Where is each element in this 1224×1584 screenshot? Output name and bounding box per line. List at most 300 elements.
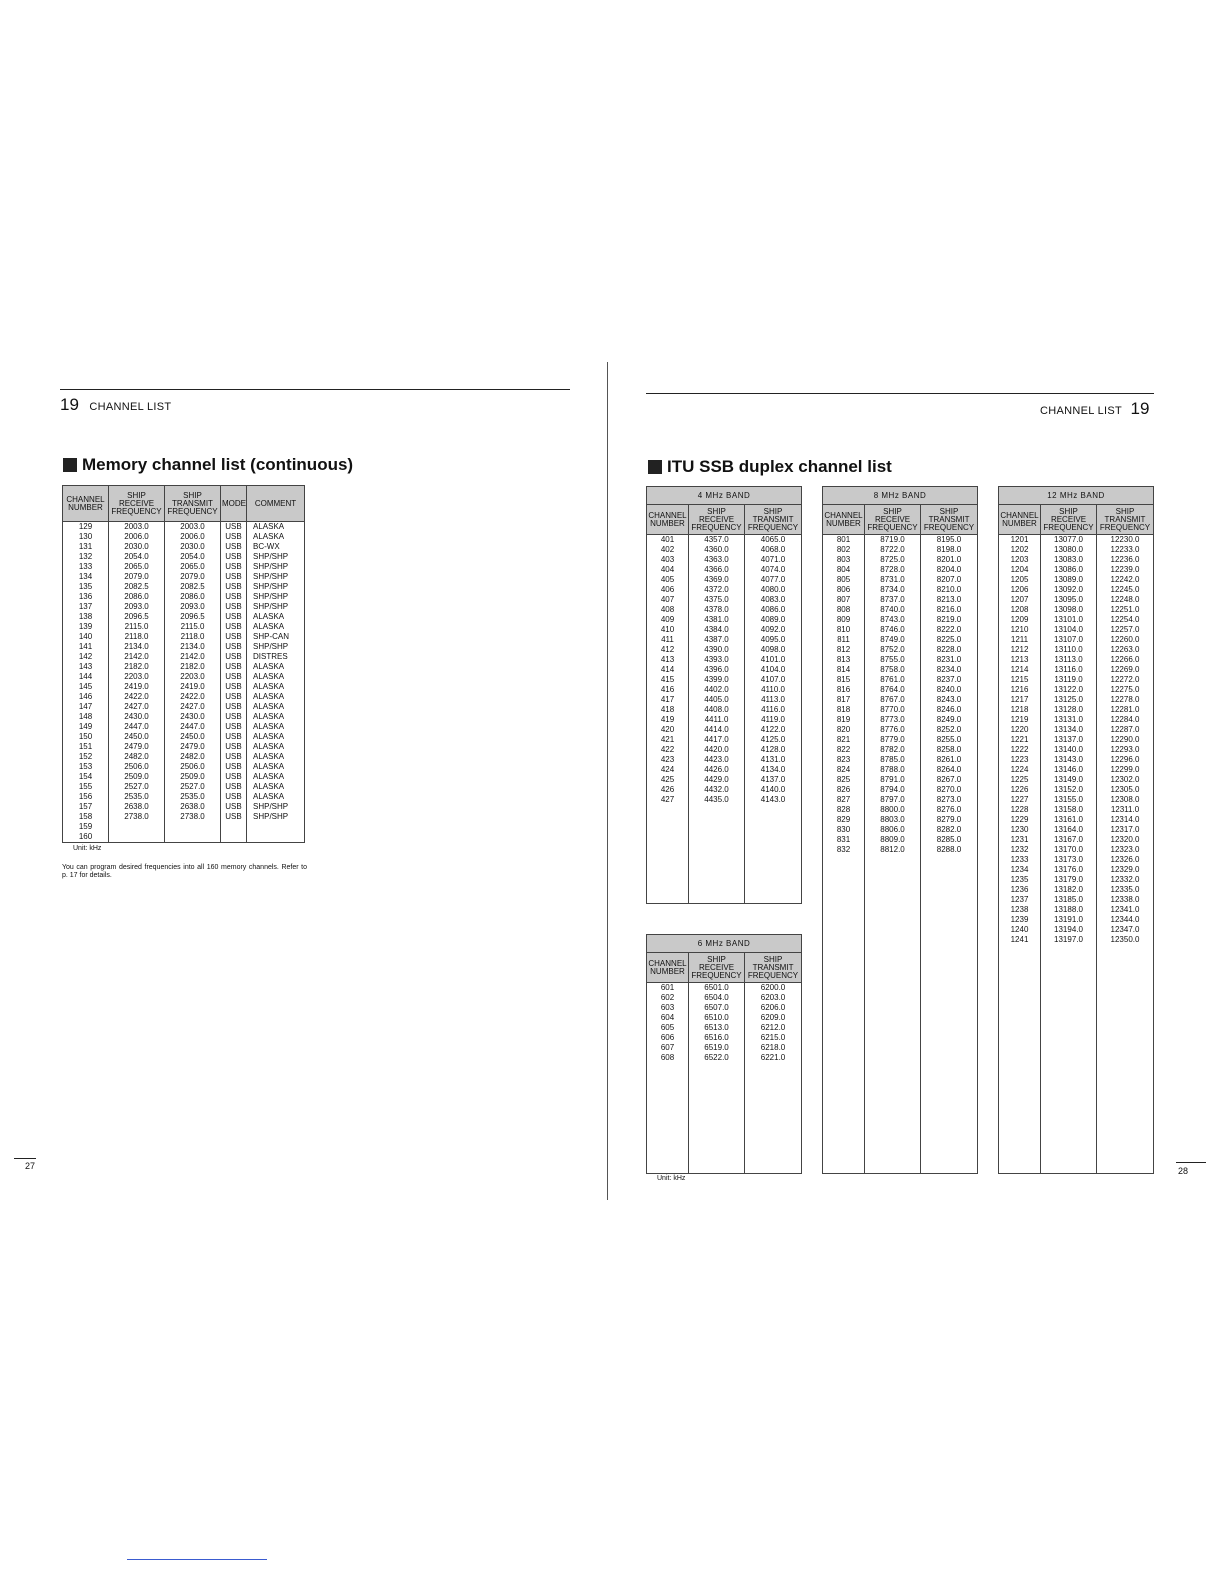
table-cell: 12335.0 <box>1097 885 1154 895</box>
table-cell: 4131.0 <box>745 755 802 765</box>
table-cell: 8764.0 <box>865 685 921 695</box>
table-cell: 1222 <box>999 745 1041 755</box>
table-cell: 422 <box>647 745 689 755</box>
table-cell: 4104.0 <box>745 665 802 675</box>
table-cell: 12233.0 <box>1097 545 1154 555</box>
table-cell: 8731.0 <box>865 575 921 585</box>
table-row <box>63 722 305 732</box>
table-cell: 1223 <box>999 755 1041 765</box>
table-cell-empty <box>689 805 745 904</box>
table-cell: 8794.0 <box>865 785 921 795</box>
table-cell: 4083.0 <box>745 595 802 605</box>
table-cell: 1204 <box>999 565 1041 575</box>
table-cell: 2093.0 <box>165 602 221 612</box>
table-cell: 2096.5 <box>109 612 165 622</box>
table-cell: SHP/SHP <box>247 572 305 582</box>
table-cell: 4360.0 <box>689 545 745 555</box>
table-row <box>823 535 978 546</box>
right-header <box>1040 399 1149 419</box>
table-row <box>647 615 802 625</box>
table-cell: SHP/SHP <box>247 582 305 592</box>
table-cell: 1214 <box>999 665 1041 675</box>
table-cell: 1211 <box>999 635 1041 645</box>
table-cell: 827 <box>823 795 865 805</box>
table-cell: 604 <box>647 1013 689 1023</box>
table-row <box>999 725 1154 735</box>
left-unit-label: Unit: kHz <box>73 845 102 852</box>
table-row <box>823 655 978 665</box>
table-cell: 8809.0 <box>865 835 921 845</box>
col-header: SHIP TRANSMIT FREQUENCY <box>921 505 978 535</box>
table-row <box>999 575 1154 585</box>
table-row <box>63 742 305 752</box>
table-cell: 6522.0 <box>689 1053 745 1063</box>
memory-channel-table <box>62 485 305 843</box>
table-cell: 8261.0 <box>921 755 978 765</box>
table-cell: 154 <box>63 772 109 782</box>
table-cell: 4071.0 <box>745 555 802 565</box>
table-row <box>999 625 1154 635</box>
table-row <box>647 545 802 555</box>
table-cell: 2527.0 <box>165 782 221 792</box>
table-cell: 12278.0 <box>1097 695 1154 705</box>
table-cell: 6200.0 <box>745 983 802 994</box>
table-cell: 6513.0 <box>689 1023 745 1033</box>
table-cell: 150 <box>63 732 109 742</box>
table-cell: 144 <box>63 672 109 682</box>
table-row <box>823 825 978 835</box>
table-cell: 8791.0 <box>865 775 921 785</box>
col-header: CHANNEL NUMBER <box>647 953 689 983</box>
table-cell: 12308.0 <box>1097 795 1154 805</box>
table-cell: 12350.0 <box>1097 935 1154 945</box>
table-row <box>823 815 978 825</box>
table-cell: 823 <box>823 755 865 765</box>
table-cell: USB <box>221 642 247 652</box>
table-cell: 423 <box>647 755 689 765</box>
table-row <box>647 535 802 546</box>
table-row <box>999 705 1154 715</box>
table-row <box>647 685 802 695</box>
table-cell: 13092.0 <box>1041 585 1097 595</box>
table-row <box>823 765 978 775</box>
table-cell: 416 <box>647 685 689 695</box>
table-row <box>63 772 305 782</box>
table-row <box>647 1013 802 1023</box>
table-row <box>823 665 978 675</box>
table-cell: 4387.0 <box>689 635 745 645</box>
table-cell: 1202 <box>999 545 1041 555</box>
table-cell: 2096.5 <box>165 612 221 622</box>
table-cell: 2082.5 <box>109 582 165 592</box>
table-cell: 12329.0 <box>1097 865 1154 875</box>
table-row <box>823 805 978 815</box>
table-cell: 8800.0 <box>865 805 921 815</box>
table-cell: 2447.0 <box>109 722 165 732</box>
table-cell: 8228.0 <box>921 645 978 655</box>
table-cell: USB <box>221 542 247 552</box>
table-cell: 12323.0 <box>1097 845 1154 855</box>
col-header: SHIP RECEIVE FREQUENCY <box>1041 505 1097 535</box>
table-cell: 1234 <box>999 865 1041 875</box>
table-cell: USB <box>221 572 247 582</box>
table-cell-empty <box>745 1063 802 1174</box>
table-cell-empty <box>1041 945 1097 1174</box>
table-cell: 132 <box>63 552 109 562</box>
table-cell: 2182.0 <box>109 662 165 672</box>
table-cell: 13140.0 <box>1041 745 1097 755</box>
table-row <box>63 812 305 822</box>
table-row <box>63 582 305 592</box>
memory-table-header <box>63 486 305 522</box>
table-cell <box>109 832 165 843</box>
table-cell: 13149.0 <box>1041 775 1097 785</box>
table-cell: 13161.0 <box>1041 815 1097 825</box>
table-row <box>63 642 305 652</box>
table-cell: 8249.0 <box>921 715 978 725</box>
table-cell: 4125.0 <box>745 735 802 745</box>
table-cell: 4098.0 <box>745 645 802 655</box>
table-row <box>999 915 1154 925</box>
table-cell: 12275.0 <box>1097 685 1154 695</box>
table-cell: 4402.0 <box>689 685 745 695</box>
table-cell: 8246.0 <box>921 705 978 715</box>
table-cell: 8231.0 <box>921 655 978 665</box>
table-row <box>999 755 1154 765</box>
table-row <box>63 662 305 672</box>
col-header: SHIP RECEIVE FREQUENCY <box>689 505 745 535</box>
table-cell: SHP-CAN <box>247 632 305 642</box>
table-row <box>999 715 1154 725</box>
table-cell: 4095.0 <box>745 635 802 645</box>
table-row <box>647 755 802 765</box>
table-cell: 811 <box>823 635 865 645</box>
table-row <box>999 535 1154 546</box>
table-cell: 13128.0 <box>1041 705 1097 715</box>
table-cell: ALASKA <box>247 782 305 792</box>
table-cell: 12266.0 <box>1097 655 1154 665</box>
table-row <box>823 795 978 805</box>
table-spacer-row <box>647 1063 802 1174</box>
table-cell: 2422.0 <box>109 692 165 702</box>
table-cell: 4119.0 <box>745 715 802 725</box>
table-cell: 826 <box>823 785 865 795</box>
table-cell: 12338.0 <box>1097 895 1154 905</box>
table-cell: 828 <box>823 805 865 815</box>
table-cell: 12287.0 <box>1097 725 1154 735</box>
table-cell: 13080.0 <box>1041 545 1097 555</box>
table-cell: 12320.0 <box>1097 835 1154 845</box>
table-cell: 1228 <box>999 805 1041 815</box>
table-cell <box>109 822 165 832</box>
table-row <box>63 602 305 612</box>
table-cell: 2003.0 <box>109 522 165 533</box>
table-row <box>999 655 1154 665</box>
table-row <box>647 983 802 994</box>
table-row <box>823 545 978 555</box>
table-row <box>647 1053 802 1063</box>
table-cell: 138 <box>63 612 109 622</box>
table-row <box>647 993 802 1003</box>
table-cell: 403 <box>647 555 689 565</box>
col-header: SHIP TRANSMIT FREQUENCY <box>165 486 221 522</box>
table-cell: 13194.0 <box>1041 925 1097 935</box>
table-cell: USB <box>221 672 247 682</box>
table-cell: 825 <box>823 775 865 785</box>
table-cell: 2482.0 <box>109 752 165 762</box>
table-cell: 13089.0 <box>1041 575 1097 585</box>
table-row <box>63 702 305 712</box>
table-cell: USB <box>221 692 247 702</box>
table-cell: 8237.0 <box>921 675 978 685</box>
table-cell: 2006.0 <box>165 532 221 542</box>
table-row <box>999 765 1154 775</box>
table-cell: 404 <box>647 565 689 575</box>
table-row <box>647 785 802 795</box>
table-cell: 1227 <box>999 795 1041 805</box>
table-cell: 406 <box>647 585 689 595</box>
table-cell: 6209.0 <box>745 1013 802 1023</box>
table-cell: 2738.0 <box>165 812 221 822</box>
table-cell: 13176.0 <box>1041 865 1097 875</box>
table-cell: 1212 <box>999 645 1041 655</box>
table-cell: 4393.0 <box>689 655 745 665</box>
table-cell: 156 <box>63 792 109 802</box>
table-row <box>823 695 978 705</box>
table-cell: 1213 <box>999 655 1041 665</box>
table-cell: 2527.0 <box>109 782 165 792</box>
table-cell: 1225 <box>999 775 1041 785</box>
table-cell: 4375.0 <box>689 595 745 605</box>
table-cell-empty <box>1097 945 1154 1174</box>
table-cell: 4399.0 <box>689 675 745 685</box>
table-cell: 408 <box>647 605 689 615</box>
table-row <box>63 612 305 622</box>
band-6mhz-table <box>646 934 802 1174</box>
table-cell: DISTRES <box>247 652 305 662</box>
table-cell: 6516.0 <box>689 1033 745 1043</box>
table-cell: 4128.0 <box>745 745 802 755</box>
table-row <box>63 682 305 692</box>
table-row <box>999 615 1154 625</box>
table-row <box>999 885 1154 895</box>
table-cell: 6504.0 <box>689 993 745 1003</box>
table-row <box>999 635 1154 645</box>
right-page-number-rule <box>1176 1162 1206 1163</box>
table-cell: 2419.0 <box>109 682 165 692</box>
table-cell: 1203 <box>999 555 1041 565</box>
table-cell: 419 <box>647 715 689 725</box>
table-row <box>999 825 1154 835</box>
table-cell: 4357.0 <box>689 535 745 546</box>
table-cell: 1226 <box>999 785 1041 795</box>
col-header: SHIP RECEIVE FREQUENCY <box>865 505 921 535</box>
table-cell: 421 <box>647 735 689 745</box>
table-cell: 13137.0 <box>1041 735 1097 745</box>
table-cell: 13110.0 <box>1041 645 1097 655</box>
table-cell: 8752.0 <box>865 645 921 655</box>
table-row <box>647 645 802 655</box>
table-cell: 4137.0 <box>745 775 802 785</box>
table-cell: 2030.0 <box>165 542 221 552</box>
table-cell: 13101.0 <box>1041 615 1097 625</box>
table-row <box>63 822 305 832</box>
table-cell: 147 <box>63 702 109 712</box>
table-cell: 158 <box>63 812 109 822</box>
table-row <box>999 925 1154 935</box>
table-cell: ALASKA <box>247 722 305 732</box>
table-cell: 8773.0 <box>865 715 921 725</box>
table-row <box>999 775 1154 785</box>
table-row <box>823 835 978 845</box>
table-cell: 2082.5 <box>165 582 221 592</box>
table-cell <box>221 832 247 843</box>
table-row <box>63 542 305 552</box>
table-cell: 1205 <box>999 575 1041 585</box>
table-cell: 145 <box>63 682 109 692</box>
table-cell: 13131.0 <box>1041 715 1097 725</box>
table-cell: 6218.0 <box>745 1043 802 1053</box>
table-cell: 1215 <box>999 675 1041 685</box>
table-cell: ALASKA <box>247 662 305 672</box>
table-cell: 153 <box>63 762 109 772</box>
table-row <box>999 855 1154 865</box>
table-cell: USB <box>221 742 247 752</box>
table-cell: 1239 <box>999 915 1041 925</box>
table-cell: 2430.0 <box>165 712 221 722</box>
table-cell: 6501.0 <box>689 983 745 994</box>
col-header: MODE <box>221 486 247 522</box>
table-cell: 2065.0 <box>109 562 165 572</box>
table-cell: 4086.0 <box>745 605 802 615</box>
table-cell: USB <box>221 602 247 612</box>
table-cell: USB <box>221 662 247 672</box>
table-cell: 8782.0 <box>865 745 921 755</box>
table-cell: 8737.0 <box>865 595 921 605</box>
table-cell: 13185.0 <box>1041 895 1097 905</box>
table-cell: USB <box>221 532 247 542</box>
table-cell: 13197.0 <box>1041 935 1097 945</box>
table-row <box>63 562 305 572</box>
bottom-link-rule <box>127 1559 267 1560</box>
table-cell: 2203.0 <box>109 672 165 682</box>
left-header-rule <box>60 389 570 390</box>
table-cell: 4089.0 <box>745 615 802 625</box>
table-cell: USB <box>221 682 247 692</box>
table-cell: 13188.0 <box>1041 905 1097 915</box>
table-cell: 13077.0 <box>1041 535 1097 546</box>
table-row <box>823 845 978 855</box>
table-cell: 2203.0 <box>165 672 221 682</box>
table-cell: 2065.0 <box>165 562 221 572</box>
table-cell: 142 <box>63 652 109 662</box>
table-cell: 8201.0 <box>921 555 978 565</box>
table-row <box>63 552 305 562</box>
table-cell: 2118.0 <box>165 632 221 642</box>
table-cell: 8198.0 <box>921 545 978 555</box>
table-cell: 8288.0 <box>921 845 978 855</box>
table-cell: 8234.0 <box>921 665 978 675</box>
table-row <box>823 575 978 585</box>
table-cell: 13104.0 <box>1041 625 1097 635</box>
table-cell: 2086.0 <box>165 592 221 602</box>
table-cell: USB <box>221 722 247 732</box>
table-cell: 4080.0 <box>745 585 802 595</box>
table-cell <box>247 832 305 843</box>
left-chapter-number: 19 <box>60 395 79 414</box>
table-cell: 407 <box>647 595 689 605</box>
table-cell: USB <box>221 632 247 642</box>
table-cell: 13182.0 <box>1041 885 1097 895</box>
table-cell: 13167.0 <box>1041 835 1097 845</box>
table-row <box>823 735 978 745</box>
table-cell: SHP/SHP <box>247 802 305 812</box>
table-row <box>823 605 978 615</box>
table-cell-empty <box>921 855 978 1174</box>
table-row <box>63 652 305 662</box>
table-cell: 13122.0 <box>1041 685 1097 695</box>
table-cell: 806 <box>823 585 865 595</box>
table-cell: 8276.0 <box>921 805 978 815</box>
table-cell: 160 <box>63 832 109 843</box>
table-cell: 1210 <box>999 625 1041 635</box>
table-cell: 6510.0 <box>689 1013 745 1023</box>
itu-section-title <box>648 457 892 477</box>
table-cell: 801 <box>823 535 865 546</box>
table-cell: 131 <box>63 542 109 552</box>
table-cell: 1241 <box>999 935 1041 945</box>
table-row <box>823 625 978 635</box>
table-cell: 4101.0 <box>745 655 802 665</box>
table-spacer-row <box>823 855 978 1174</box>
table-row <box>823 745 978 755</box>
table-cell: 8207.0 <box>921 575 978 585</box>
left-header <box>60 395 171 415</box>
table-cell: 1240 <box>999 925 1041 935</box>
memory-note: You can program desired frequencies into all 160 memory channels. Refer to p. 17 for details. <box>62 864 307 879</box>
table-cell: 1235 <box>999 875 1041 885</box>
table-cell: 4110.0 <box>745 685 802 695</box>
table-cell: 12302.0 <box>1097 775 1154 785</box>
right-page-number: 28 <box>1178 1166 1189 1176</box>
right-header-rule <box>646 393 1154 394</box>
table-row <box>999 645 1154 655</box>
table-cell: USB <box>221 562 247 572</box>
table-cell: 824 <box>823 765 865 775</box>
table-cell: 152 <box>63 752 109 762</box>
table-cell: 2054.0 <box>109 552 165 562</box>
table-row <box>647 795 802 805</box>
table-row <box>823 635 978 645</box>
table-cell: 12251.0 <box>1097 605 1154 615</box>
table-cell: SHP/SHP <box>247 552 305 562</box>
table-cell: 8282.0 <box>921 825 978 835</box>
table-row <box>823 725 978 735</box>
left-page-number: 27 <box>25 1161 36 1171</box>
table-cell: 8285.0 <box>921 835 978 845</box>
table-row <box>63 732 305 742</box>
table-cell: ALASKA <box>247 692 305 702</box>
table-cell: 1219 <box>999 715 1041 725</box>
table-cell: 1238 <box>999 905 1041 915</box>
table-cell: 4408.0 <box>689 705 745 715</box>
table-cell: 4435.0 <box>689 795 745 805</box>
bullet-square-icon <box>63 458 77 472</box>
table-row <box>823 615 978 625</box>
table-cell: 13152.0 <box>1041 785 1097 795</box>
band-12mhz-table <box>998 486 1154 1174</box>
table-cell: 13146.0 <box>1041 765 1097 775</box>
